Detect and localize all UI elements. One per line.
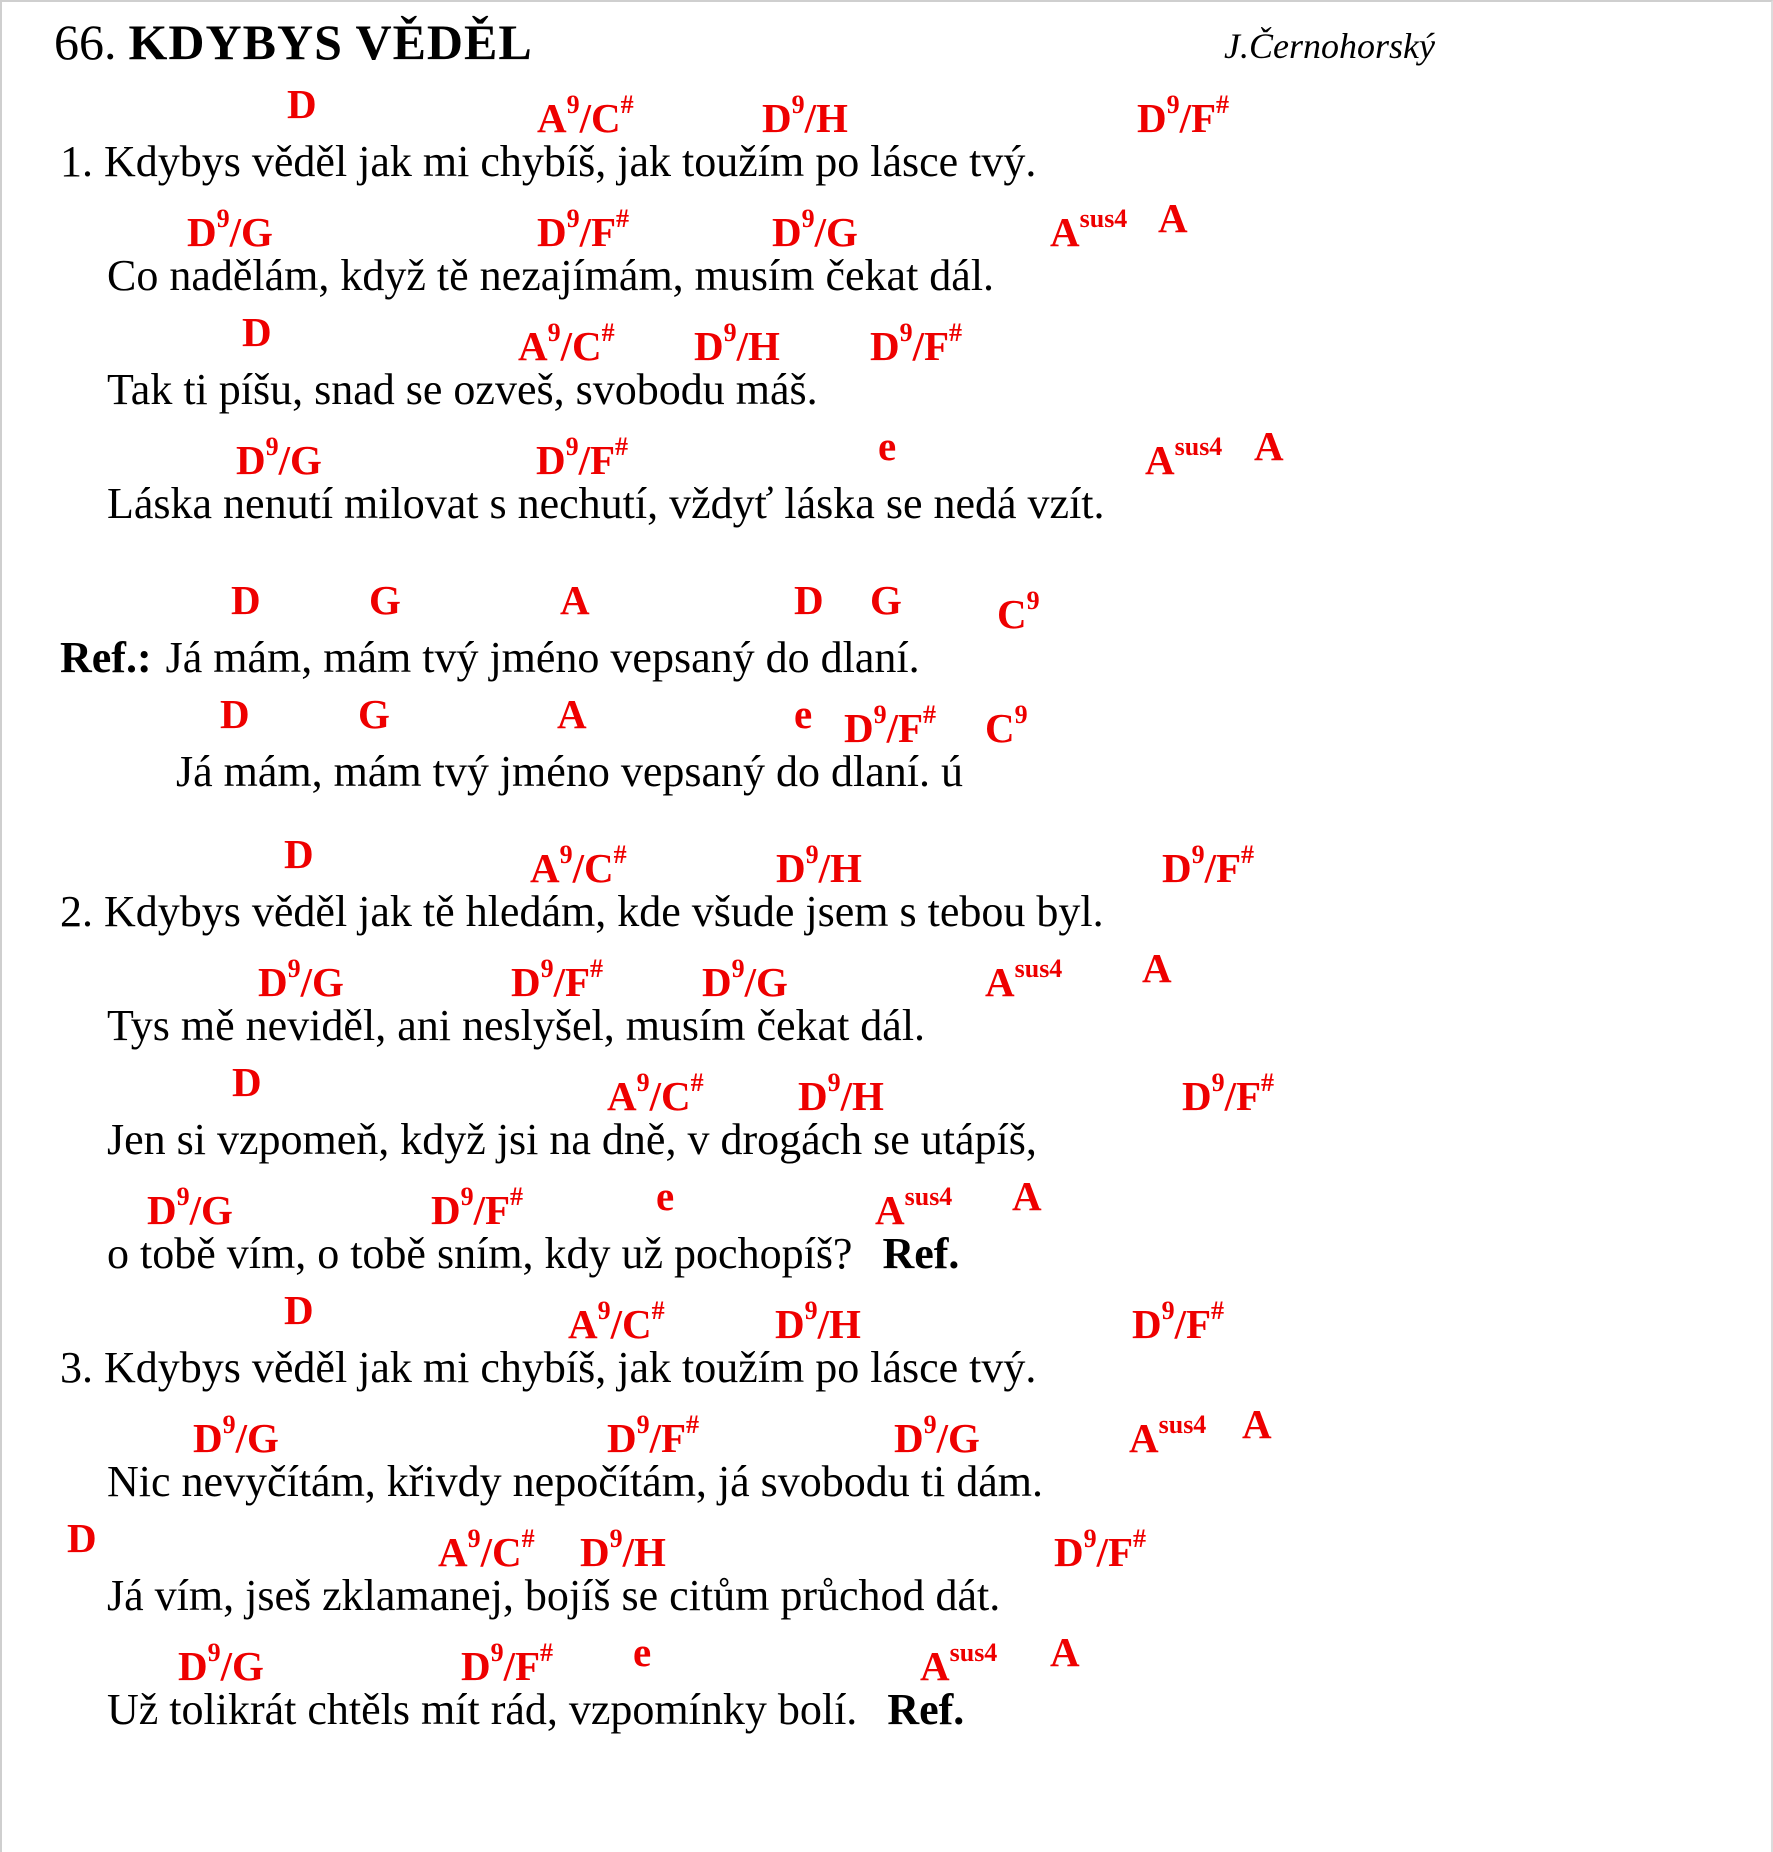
chord-a — [1254, 418, 1284, 475]
chord-base: D — [870, 323, 900, 369]
chord-base: D — [580, 1529, 610, 1575]
lyric-text: Tak ti píšu, snad se ozveš, svobodu máš. — [107, 365, 818, 414]
chord-base: A — [557, 691, 587, 737]
chord-base: A — [560, 577, 590, 623]
reference-label: Ref.: — [60, 633, 152, 682]
chord-superscript: 9 — [566, 90, 580, 119]
chord-d9-h — [580, 1510, 666, 1581]
chord-base: A — [537, 95, 567, 141]
chord-base: D — [220, 691, 250, 737]
chord-base: A — [530, 845, 560, 891]
chord-base: D — [187, 209, 217, 255]
chord-base: D — [1162, 845, 1192, 891]
chord-base: /H — [804, 95, 848, 141]
chord-d9-f- — [431, 1168, 523, 1239]
chord-d9-f- — [844, 686, 936, 757]
chord-superscript: 9 — [923, 1410, 937, 1439]
chord-superscript: # — [686, 1410, 700, 1439]
chord-base: A — [607, 1073, 637, 1119]
chord-a9-c- — [438, 1510, 535, 1581]
chord-superscript: 9 — [731, 954, 745, 983]
chord-d9-f- — [1162, 826, 1254, 897]
chord-base: A — [1142, 945, 1172, 991]
chord-superscript: 9 — [1191, 840, 1205, 869]
chord-d9-h — [762, 76, 848, 147]
lyric-text: Jen si vzpomeň, když jsi na dně, v drogách se utápíš, — [107, 1115, 1037, 1164]
chord-superscript: 9 — [547, 318, 561, 347]
chord-base: A — [1158, 195, 1188, 241]
chord-base: D — [236, 437, 266, 483]
chord-base: e — [878, 423, 897, 469]
chord-base: C — [985, 705, 1015, 751]
chord-a — [1142, 940, 1172, 997]
chord-superscript: 9 — [609, 1524, 623, 1553]
chord-a — [557, 686, 587, 743]
chord-base: /F — [578, 437, 616, 483]
song-author: J.Černohorský — [1224, 26, 1435, 66]
chord-base: D — [431, 1187, 461, 1233]
chord-superscript: sus4 — [1158, 1410, 1207, 1439]
chord-superscript: 9 — [1014, 700, 1028, 729]
chord-d9-f- — [1182, 1054, 1274, 1125]
chord-base: /G — [189, 1187, 233, 1233]
chord-a9-c- — [607, 1054, 704, 1125]
chord-superscript: # — [590, 954, 604, 983]
chord-line — [2, 1282, 1771, 1347]
chord-line — [2, 1624, 1771, 1689]
chord-superscript: 9 — [1166, 90, 1180, 119]
chord-superscript: # — [510, 1182, 524, 1211]
chord-base: A — [1254, 423, 1284, 469]
lyric-line — [2, 133, 1771, 190]
chord-superscript: # — [1241, 840, 1255, 869]
chord-base: /F — [912, 323, 950, 369]
chord-base: G — [369, 577, 401, 623]
chord-superscript: 9 — [804, 1296, 818, 1325]
chord-superscript: # — [620, 90, 634, 119]
chord-a — [1012, 1168, 1042, 1225]
chord-base: D — [1137, 95, 1167, 141]
lyric-line — [2, 1339, 1771, 1396]
chord-superscript: sus4 — [1174, 432, 1223, 461]
chord-superscript: 9 — [723, 318, 737, 347]
chord-base: A — [1242, 1401, 1272, 1447]
chord-line — [2, 418, 1771, 483]
chord-base: /C — [610, 1301, 652, 1347]
chord-superscript: 9 — [805, 840, 819, 869]
chord-superscript: # — [949, 318, 963, 347]
chord-asus4 — [985, 940, 1062, 1011]
chord-superscript: 9 — [1211, 1068, 1225, 1097]
chord-superscript: 9 — [873, 700, 887, 729]
chord-d9-f- — [1054, 1510, 1146, 1581]
chord-superscript: # — [601, 318, 615, 347]
chord-base: /F — [553, 959, 591, 1005]
chord-d9-f- — [607, 1396, 699, 1467]
chord-d9-g — [894, 1396, 980, 1467]
chord-superscript: # — [1216, 90, 1230, 119]
chord-base: e — [794, 691, 813, 737]
chord-superscript: # — [615, 432, 629, 461]
chord-base: D — [702, 959, 732, 1005]
chord-superscript: 9 — [265, 432, 279, 461]
chord-d — [220, 686, 250, 743]
chord-base: A — [1050, 1629, 1080, 1675]
chord-d9-g — [193, 1396, 279, 1467]
chord-base: /H — [840, 1073, 884, 1119]
chord-a — [1242, 1396, 1272, 1453]
lyric-text: o tobě vím, o tobě sním, kdy už pochopíš? — [107, 1229, 853, 1278]
reference-label: Ref. — [887, 1685, 965, 1734]
chord-asus4 — [1129, 1396, 1206, 1467]
lyric-line — [2, 1567, 1771, 1624]
lyric-text: Už tolikrát chtěls mít rád, vzpomínky bolí. — [107, 1685, 858, 1734]
chord-base: A — [875, 1187, 905, 1233]
chord-base: /F — [473, 1187, 511, 1233]
chord-superscript: # — [1261, 1068, 1275, 1097]
chord-base: /F — [1174, 1301, 1212, 1347]
chord-base: G — [358, 691, 390, 737]
chord-superscript: sus4 — [1079, 204, 1128, 233]
chord-base: /G — [300, 959, 344, 1005]
chord-superscript: sus4 — [949, 1638, 998, 1667]
chord-a9-c- — [537, 76, 634, 147]
chord-base: D — [232, 1059, 262, 1105]
chord-line — [2, 190, 1771, 255]
chord-superscript: 9 — [222, 1410, 236, 1439]
chord-line — [2, 686, 1771, 751]
chord-base: A — [1050, 209, 1080, 255]
chord-line — [2, 1510, 1771, 1575]
chord-d9-h — [798, 1054, 884, 1125]
chord-d9-g — [236, 418, 322, 489]
chord-asus4 — [1050, 190, 1127, 261]
chord-base: /F — [649, 1415, 687, 1461]
chord-base: A — [518, 323, 548, 369]
lyric-text: 3. Kdybys věděl jak mi chybíš, jak toužím po lásce tvý. — [60, 1343, 1037, 1392]
chord-c9 — [985, 686, 1028, 757]
chord-superscript: 9 — [1161, 1296, 1175, 1325]
chord-superscript: 9 — [176, 1182, 190, 1211]
blank-gap — [2, 532, 1771, 572]
chord-superscript: 9 — [827, 1068, 841, 1097]
chord-base: D — [231, 577, 261, 623]
chord-base: D — [844, 705, 874, 751]
chord-base: /G — [744, 959, 788, 1005]
chord-base: /C — [579, 95, 621, 141]
chord-d9-f- — [536, 418, 628, 489]
chord-d — [284, 826, 314, 883]
chord-line — [2, 572, 1771, 637]
chord-superscript: # — [540, 1638, 554, 1667]
title-line — [2, 14, 1771, 76]
chord-base: A — [1012, 1173, 1042, 1219]
chord-superscript: 9 — [287, 954, 301, 983]
chord-base: /C — [480, 1529, 522, 1575]
chord-superscript: # — [613, 840, 627, 869]
chord-base: D — [461, 1643, 491, 1689]
chord-base: A — [568, 1301, 598, 1347]
chord-base: A — [920, 1643, 950, 1689]
chord-base: D — [193, 1415, 223, 1461]
chord-base: D — [798, 1073, 828, 1119]
chord-d — [232, 1054, 262, 1111]
chord-base: /F — [886, 705, 924, 751]
chord-base: G — [870, 577, 902, 623]
chord-base: D — [147, 1187, 177, 1233]
chord-a9-c- — [518, 304, 615, 375]
chord-base: /H — [736, 323, 780, 369]
chord-base: e — [633, 1629, 652, 1675]
chord-superscript: 9 — [899, 318, 913, 347]
chord-a9-c- — [568, 1282, 665, 1353]
chord-d9-h — [775, 1282, 861, 1353]
chord-base: D — [694, 323, 724, 369]
chord-d9-f- — [461, 1624, 553, 1695]
chord-d9-g — [702, 940, 788, 1011]
lyric-text: Nic nevyčítám, křivdy nepočítám, já svobodu ti dám. — [107, 1457, 1044, 1506]
chord-a — [1050, 1624, 1080, 1681]
chord-superscript: # — [1133, 1524, 1147, 1553]
chord-c9 — [997, 572, 1040, 643]
chord-base: D — [67, 1515, 97, 1561]
chord-base: /H — [622, 1529, 666, 1575]
chord-base: /H — [817, 1301, 861, 1347]
chord-d — [231, 572, 261, 629]
chord-d9-h — [776, 826, 862, 897]
lyric-line — [2, 883, 1771, 940]
chord-superscript: 9 — [801, 204, 815, 233]
lyric-text: 2. Kdybys věděl jak tě hledám, kde všude jsem s tebou byl. — [60, 887, 1104, 936]
chord-superscript: # — [923, 700, 937, 729]
chord-superscript: 9 — [1026, 586, 1040, 615]
chord-base: D — [1132, 1301, 1162, 1347]
chord-superscript: 9 — [540, 954, 554, 983]
chord-superscript: 9 — [1083, 1524, 1097, 1553]
chord-d9-f- — [1132, 1282, 1224, 1353]
chord-line — [2, 76, 1771, 141]
chord-a — [1158, 190, 1188, 247]
chord-e — [878, 418, 896, 475]
chord-g — [870, 572, 902, 629]
chord-base: /F — [1096, 1529, 1134, 1575]
chord-base: D — [762, 95, 792, 141]
chord-base: /G — [936, 1415, 980, 1461]
chord-d9-f- — [870, 304, 962, 375]
chord-line — [2, 826, 1771, 891]
chord-d9-f- — [511, 940, 603, 1011]
chord-asus4 — [920, 1624, 997, 1695]
chord-superscript: 9 — [566, 204, 580, 233]
chord-d9-f- — [537, 190, 629, 261]
chord-d — [794, 572, 824, 629]
chord-base: D — [258, 959, 288, 1005]
chord-base: D — [242, 309, 272, 355]
chord-base: /C — [649, 1073, 691, 1119]
chord-superscript: 9 — [791, 90, 805, 119]
chord-d9-g — [187, 190, 273, 261]
page-title: KDYBYS VĚDĚL — [128, 14, 533, 70]
chord-superscript: sus4 — [1014, 954, 1063, 983]
lyric-text: Já mám, mám tvý jméno vepsaný do dlaní. — [165, 633, 920, 682]
chord-d9-g — [258, 940, 344, 1011]
chord-base: D — [284, 1287, 314, 1333]
lyric-text: Já vím, jseš zklamanej, bojíš se citům průchod dát. — [107, 1571, 1001, 1620]
chord-line — [2, 1396, 1771, 1461]
song-body — [2, 76, 1771, 1738]
chord-line — [2, 940, 1771, 1005]
chord-asus4 — [1145, 418, 1222, 489]
chord-superscript: sus4 — [904, 1182, 953, 1211]
chord-base: /F — [1179, 95, 1217, 141]
chord-superscript: 9 — [216, 204, 230, 233]
chord-base: e — [656, 1173, 675, 1219]
chord-base: D — [894, 1415, 924, 1461]
chord-base: D — [511, 959, 541, 1005]
chord-d9-h — [694, 304, 780, 375]
chord-base: D — [1182, 1073, 1212, 1119]
chord-base: /F — [1204, 845, 1242, 891]
chord-base: D — [537, 209, 567, 255]
chord-base: /G — [278, 437, 322, 483]
reference-label: Ref. — [882, 1229, 960, 1278]
chord-base: D — [284, 831, 314, 877]
lyric-line — [2, 1681, 1771, 1738]
chord-base: /G — [229, 209, 273, 255]
chord-base: A — [1145, 437, 1175, 483]
chord-d9-g — [147, 1168, 233, 1239]
lyric-line — [2, 1111, 1771, 1168]
chord-base: /F — [579, 209, 617, 255]
chord-base: D — [1054, 1529, 1084, 1575]
chord-base: D — [287, 81, 317, 127]
chord-superscript: # — [690, 1068, 704, 1097]
chord-d9-f- — [1137, 76, 1229, 147]
chord-base: /G — [220, 1643, 264, 1689]
chord-base: A — [438, 1529, 468, 1575]
chord-superscript: 9 — [636, 1068, 650, 1097]
chord-e — [794, 686, 812, 743]
chord-d9-g — [772, 190, 858, 261]
lyric-line — [2, 629, 1771, 686]
chord-e — [633, 1624, 651, 1681]
chord-superscript: 9 — [636, 1410, 650, 1439]
chord-superscript: # — [651, 1296, 665, 1325]
chord-superscript: 9 — [467, 1524, 481, 1553]
chord-asus4 — [875, 1168, 952, 1239]
chord-base: /C — [572, 845, 614, 891]
lyric-text: Láska nenutí milovat s nechutí, vždyť láska se nedá vzít. — [107, 479, 1105, 528]
chord-base: C — [997, 591, 1027, 637]
chord-base: /F — [1224, 1073, 1262, 1119]
chord-d — [287, 76, 317, 133]
chord-base: D — [178, 1643, 208, 1689]
chord-a9-c- — [530, 826, 627, 897]
chord-d — [242, 304, 272, 361]
chord-a — [560, 572, 590, 629]
chord-line — [2, 304, 1771, 369]
lyric-text: Já mám, mám tvý jméno vepsaný do dlaní. ú — [176, 747, 963, 796]
chord-base: D — [794, 577, 824, 623]
chord-line — [2, 1054, 1771, 1119]
chord-d — [284, 1282, 314, 1339]
chord-superscript: 9 — [207, 1638, 221, 1667]
chord-superscript: # — [1211, 1296, 1225, 1325]
song-number: 66. — [54, 14, 117, 70]
chord-base: /C — [560, 323, 602, 369]
chord-g — [358, 686, 390, 743]
chord-base: A — [1129, 1415, 1159, 1461]
chord-superscript: 9 — [597, 1296, 611, 1325]
chord-base: D — [772, 209, 802, 255]
chord-base: D — [536, 437, 566, 483]
chord-superscript: 9 — [565, 432, 579, 461]
chord-superscript: 9 — [559, 840, 573, 869]
chord-line — [2, 1168, 1771, 1233]
blank-gap — [2, 800, 1771, 826]
chord-base: D — [776, 845, 806, 891]
chord-base: D — [775, 1301, 805, 1347]
chord-d — [67, 1510, 97, 1567]
chord-base: /G — [814, 209, 858, 255]
lyric-text: Co nadělám, když tě nezajímám, musím čekat dál. — [107, 251, 995, 300]
chord-base: /H — [818, 845, 862, 891]
chord-base: /G — [235, 1415, 279, 1461]
chord-base: A — [985, 959, 1015, 1005]
chord-base: D — [607, 1415, 637, 1461]
chord-d9-g — [178, 1624, 264, 1695]
chord-superscript: 9 — [490, 1638, 504, 1667]
chord-superscript: # — [521, 1524, 535, 1553]
chord-base: /F — [503, 1643, 541, 1689]
lyric-text: Tys mě neviděl, ani neslyšel, musím čekat dál. — [107, 1001, 926, 1050]
chord-g — [369, 572, 401, 629]
chord-superscript: 9 — [460, 1182, 474, 1211]
chord-superscript: # — [616, 204, 630, 233]
lyric-text: 1. Kdybys věděl jak mi chybíš, jak toužím po lásce tvý. — [60, 137, 1037, 186]
chord-e — [656, 1168, 674, 1225]
